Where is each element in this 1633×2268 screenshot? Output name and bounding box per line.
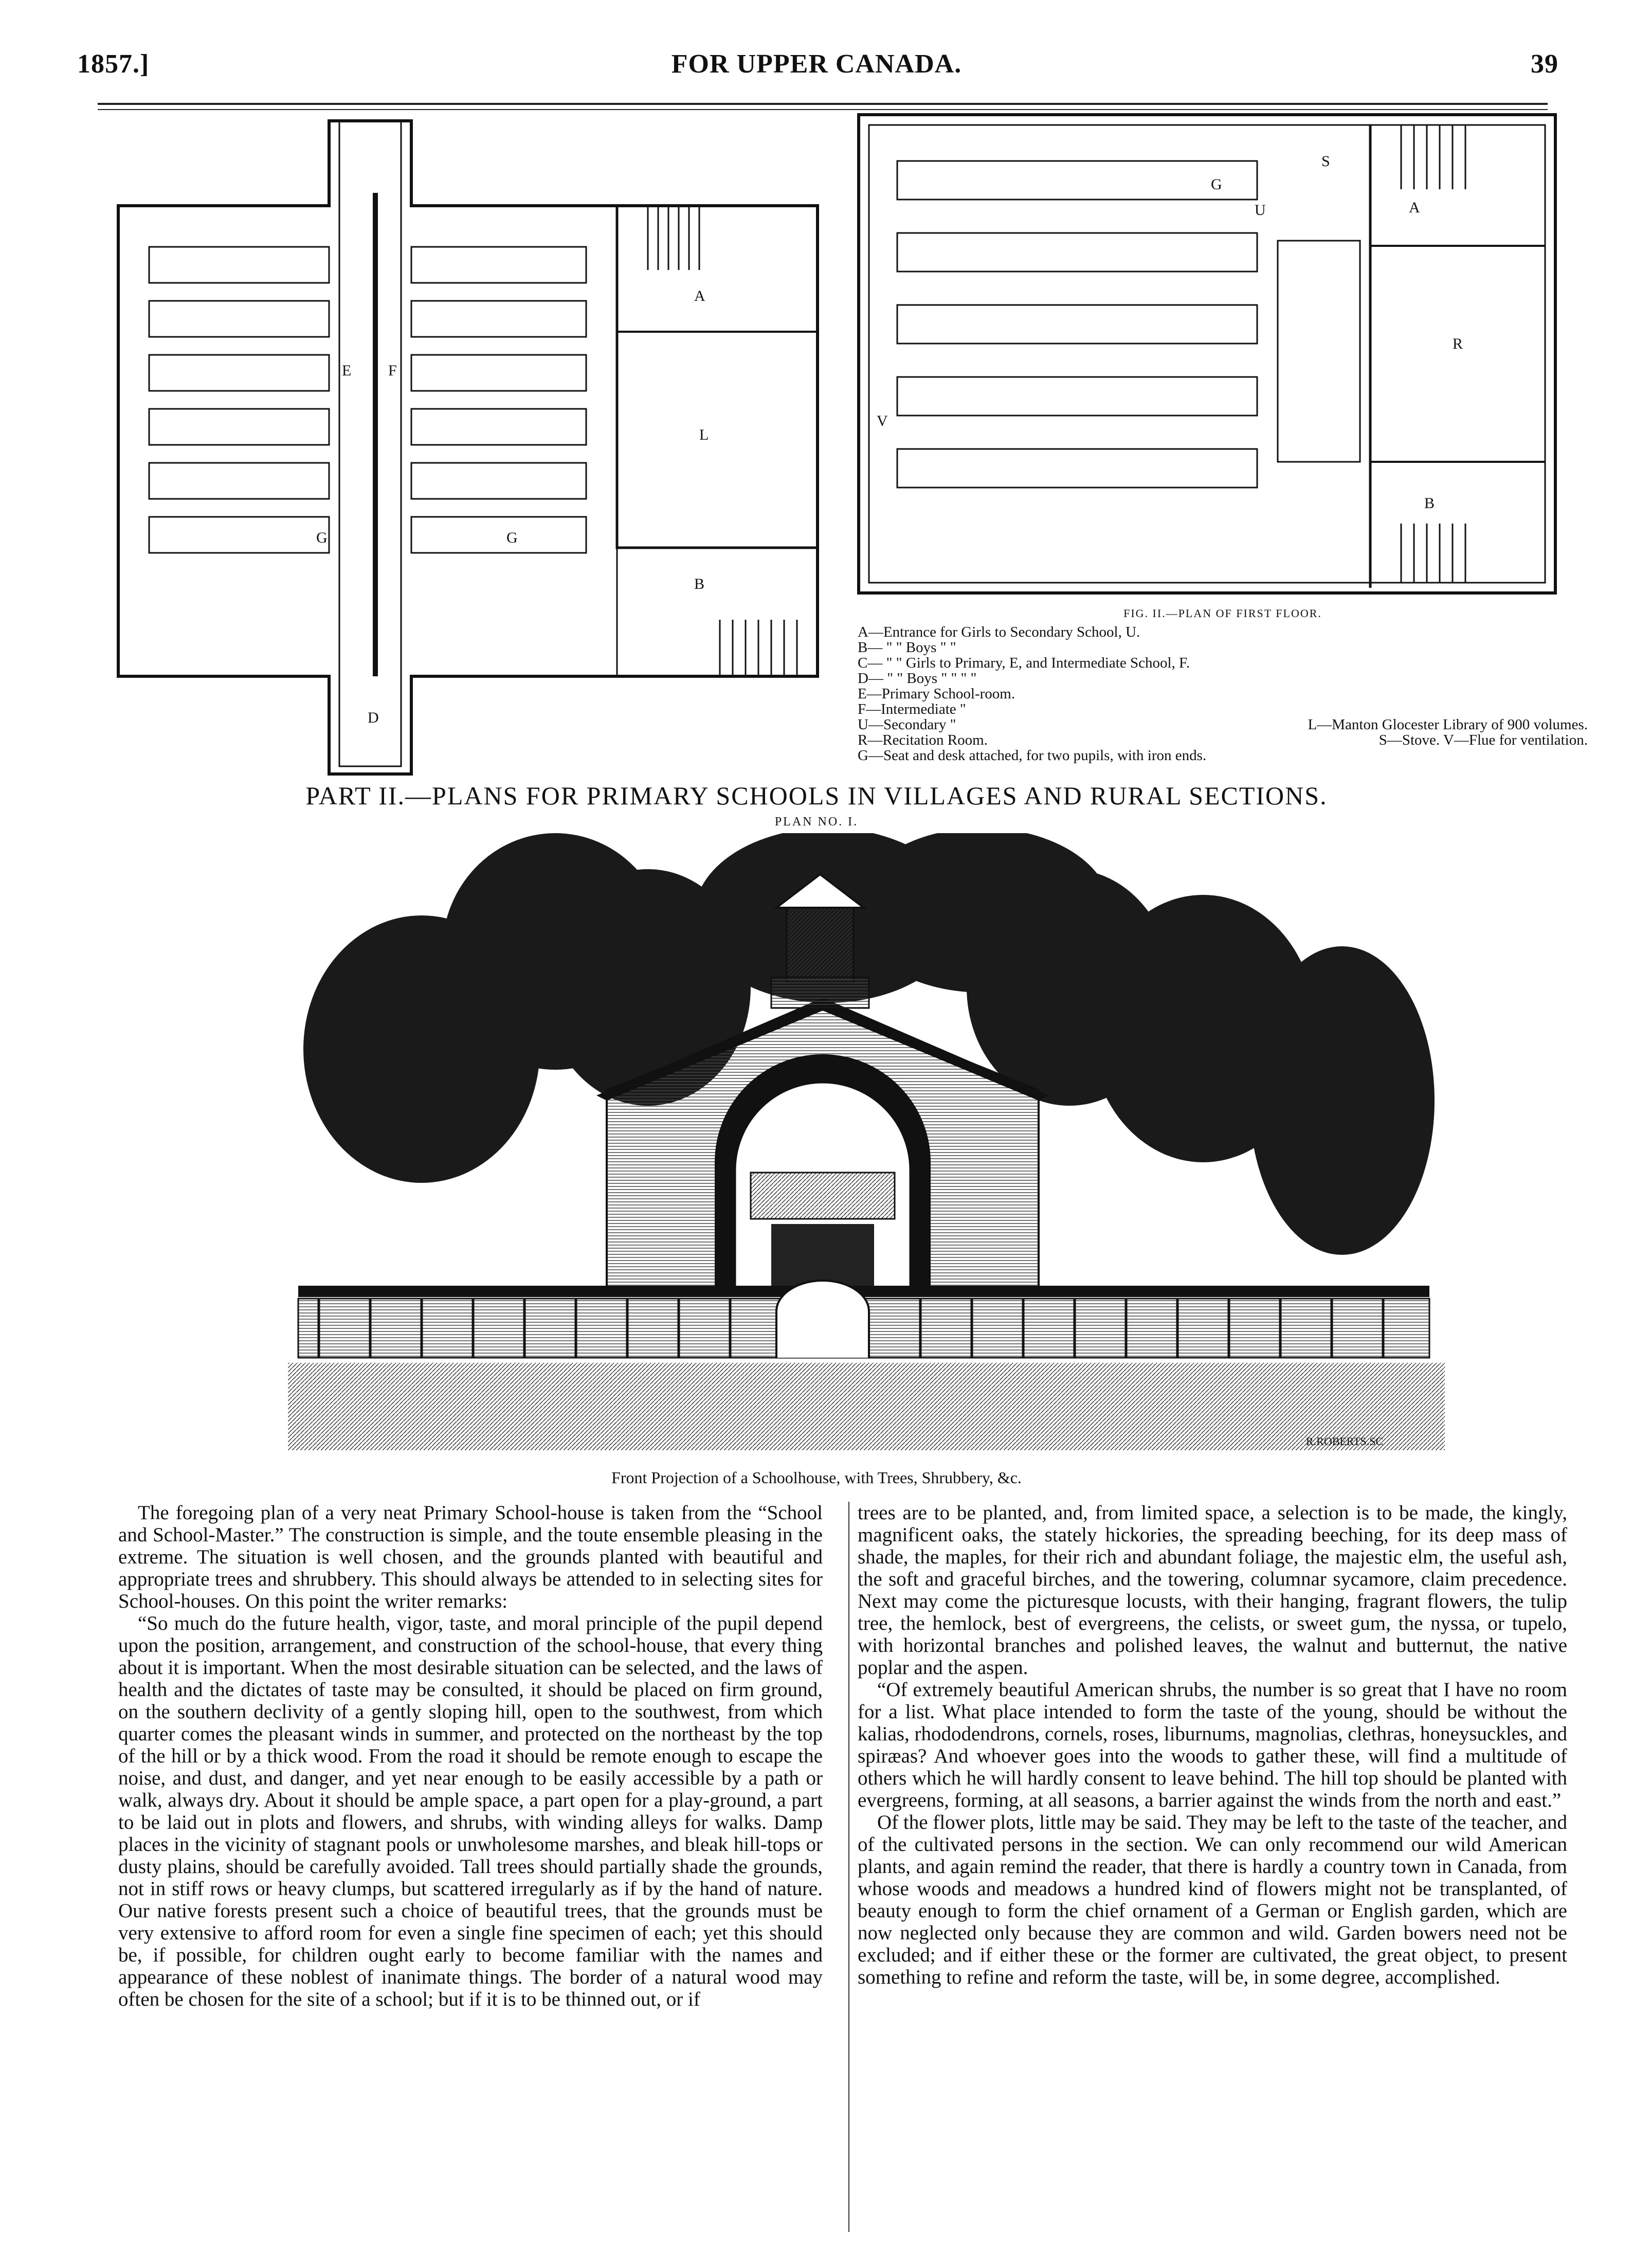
- schoolhouse-illustration: [288, 833, 1445, 1461]
- legend-row: B— " " Boys " ": [858, 640, 956, 655]
- paragraph: trees are to be planted, and, from limited space, a selection is to be made, the kingly, magnificent oaks, the stately hickories, the spreading beeching, for its deep mass of shade, the maples, for their rich and abundant foliage, the majestic elm, the useful ash, the soft and graceful birches, and the towering, columnar sycamore, claim precedence. Next may come the picturesque locusts, with their hanging, fragrant flowers, the tulip tree, the hemlock, best of evergreens, the celists, or sweet gum, the nyssa, or tupelo, with horizontal branches and polished leaves, the walnut and butternut, the native poplar and the aspen.: [858, 1502, 1567, 1679]
- plan-label-U: U: [1255, 202, 1266, 219]
- plan-label-F: F: [388, 362, 397, 379]
- illustration-caption: Front Projection of a Schoolhouse, with Trees, Shrubbery, &c.: [611, 1468, 1022, 1487]
- floorplan-legend: [858, 606, 1588, 763]
- engraver-signature: R.ROBERTS.SC: [1306, 1435, 1384, 1448]
- plan-label-R: R: [1453, 335, 1463, 352]
- header-rule-thin: [98, 109, 1548, 110]
- plan-label-V: V: [877, 412, 888, 429]
- paragraph: “So much do the future health, vigor, taste, and moral principle of the pupil depend upon the position, arrangement, and construction of the school-house, that every thing about it is important. When the most desirable situation can be selected, and the laws of health and the dictates of taste may be consulted, it should be placed on firm ground, on the southern declivity of a gently sloping hill, open to the southwest, from which quarter comes the pleasant winds in summer, and protected on the northeast by the top of the hill or by a thick wood. From the road it should be remote enough to escape the noise, and dust, and danger, and yet near enough to be easily accessible by a path or walk, always dry. About it should be ample space, a part open for a play-ground, a part to be laid out in plots and flowers, and shrubs, with winding alleys for walks. Damp places in the vicinity of stagnant pools or unwholesome marshes, and bleak hill-tops or dusty plains, should be carefully avoided. Tall trees should partially shade the grounds, not in stiff rows or heavy clumps, but scattered irregularly as if by the hand of nature. Our native forests present such a choice of beautiful trees, that the grounds must be very extensive to afford room for even a single fine specimen of each; yet this should be, if possible, for children ought early to become familiar with the names and appearance of these noblest of inanimate things. The border of a natural wood may often be chosen for the site of a school; but if it is to be thinned out, or if: [118, 1612, 823, 2010]
- floorplan-left: [103, 116, 823, 784]
- paragraph: The foregoing plan of a very neat Primary School-house is taken from the “School and School-Master.” The construction is simple, and the toute ensemble pleasing in the extreme. The situation is well chosen, and the grounds planted with beautiful and appropriate trees and shrubbery. This should always be attended to in selecting sites for School-houses. On this point the writer remarks:: [118, 1502, 823, 1612]
- plan-label-A-right: A: [1409, 199, 1420, 216]
- desk-rows-left: [149, 247, 586, 553]
- page-number: 39: [1531, 49, 1558, 79]
- plan-label-S: S: [1321, 153, 1330, 170]
- legend-row: A—Entrance for Girls to Secondary School, U.: [858, 624, 1140, 640]
- plan-label-D: D: [368, 709, 379, 726]
- desk-rows-right: [897, 161, 1257, 488]
- plan-label-B-right: B: [1424, 495, 1435, 512]
- header-rule: [98, 103, 1548, 105]
- legend-row: R—Recitation Room. S—Stove. V—Flue for ventilation.: [858, 732, 1588, 748]
- plan-label-L: L: [699, 426, 709, 443]
- part-title: PART II.—PLANS FOR PRIMARY SCHOOLS IN VILLAGES AND RURAL SECTIONS.: [305, 781, 1328, 810]
- header-year: 1857.]: [77, 49, 150, 79]
- legend-row: F—Intermediate ": [858, 701, 966, 717]
- legend-caption: FIG. II.—PLAN OF FIRST FLOOR.: [1123, 607, 1322, 620]
- plan-number: PLAN NO. I.: [774, 815, 859, 829]
- legend-row: E—Primary School-room.: [858, 686, 1015, 701]
- plan-label-G2: G: [506, 529, 518, 546]
- legend-row: C— " " Girls to Primary, E, and Intermediate School, F.: [858, 655, 1190, 671]
- legend-row: U—Secondary " L—Manton Glocester Library of 900 volumes.: [858, 717, 1588, 732]
- floorplan-right: [856, 112, 1561, 601]
- plan-label-B: B: [694, 575, 705, 592]
- legend-row: D— " " Boys " " " ": [858, 671, 977, 686]
- plan-label-G1: G: [316, 529, 328, 546]
- column-divider: [848, 1502, 849, 2232]
- legend-row: G—Seat and desk attached, for two pupils, with iron ends.: [858, 748, 1207, 763]
- paragraph: “Of extremely beautiful American shrubs, the number is so great that I have no room for a list. What place intended to form the taste of the young, should be without the kalias, rhododendrons, cornels, roses, liburnums, magnolias, clethras, honeysuckles, and spiræas? And whoever goes into the woods to gather these, will find a multitude of others which he will hardly consent to leave behind. The hill top should be planted with evergreens, forming, at all seasons, a barrier against the winds from the north and east.”: [858, 1679, 1567, 1811]
- plan-label-E: E: [342, 362, 352, 379]
- plan-label-A: A: [694, 287, 705, 304]
- right-column: [858, 1502, 1567, 1988]
- paragraph: Of the flower plots, little may be said. They may be left to the taste of the teacher, and of the cultivated persons in the section. We can only recommend our wild American plants, and again remind the reader, that there is hardly a country town in Canada, from whose woods and meadows a hundred kind of flowers might not be transplanted, of beauty enough to form the chief ornament of a German or English garden, which are now neglected only because they are common and wild. Garden bowers need not be excluded; and if either these or the former are cultivated, the great object, to present something to refine and reform the taste, will be, in some degree, accomplished.: [858, 1811, 1567, 1988]
- fence: [298, 1281, 1429, 1358]
- header-title: FOR UPPER CANADA.: [671, 49, 962, 79]
- plan-label-G: G: [1211, 176, 1222, 193]
- left-column: [118, 1502, 823, 2010]
